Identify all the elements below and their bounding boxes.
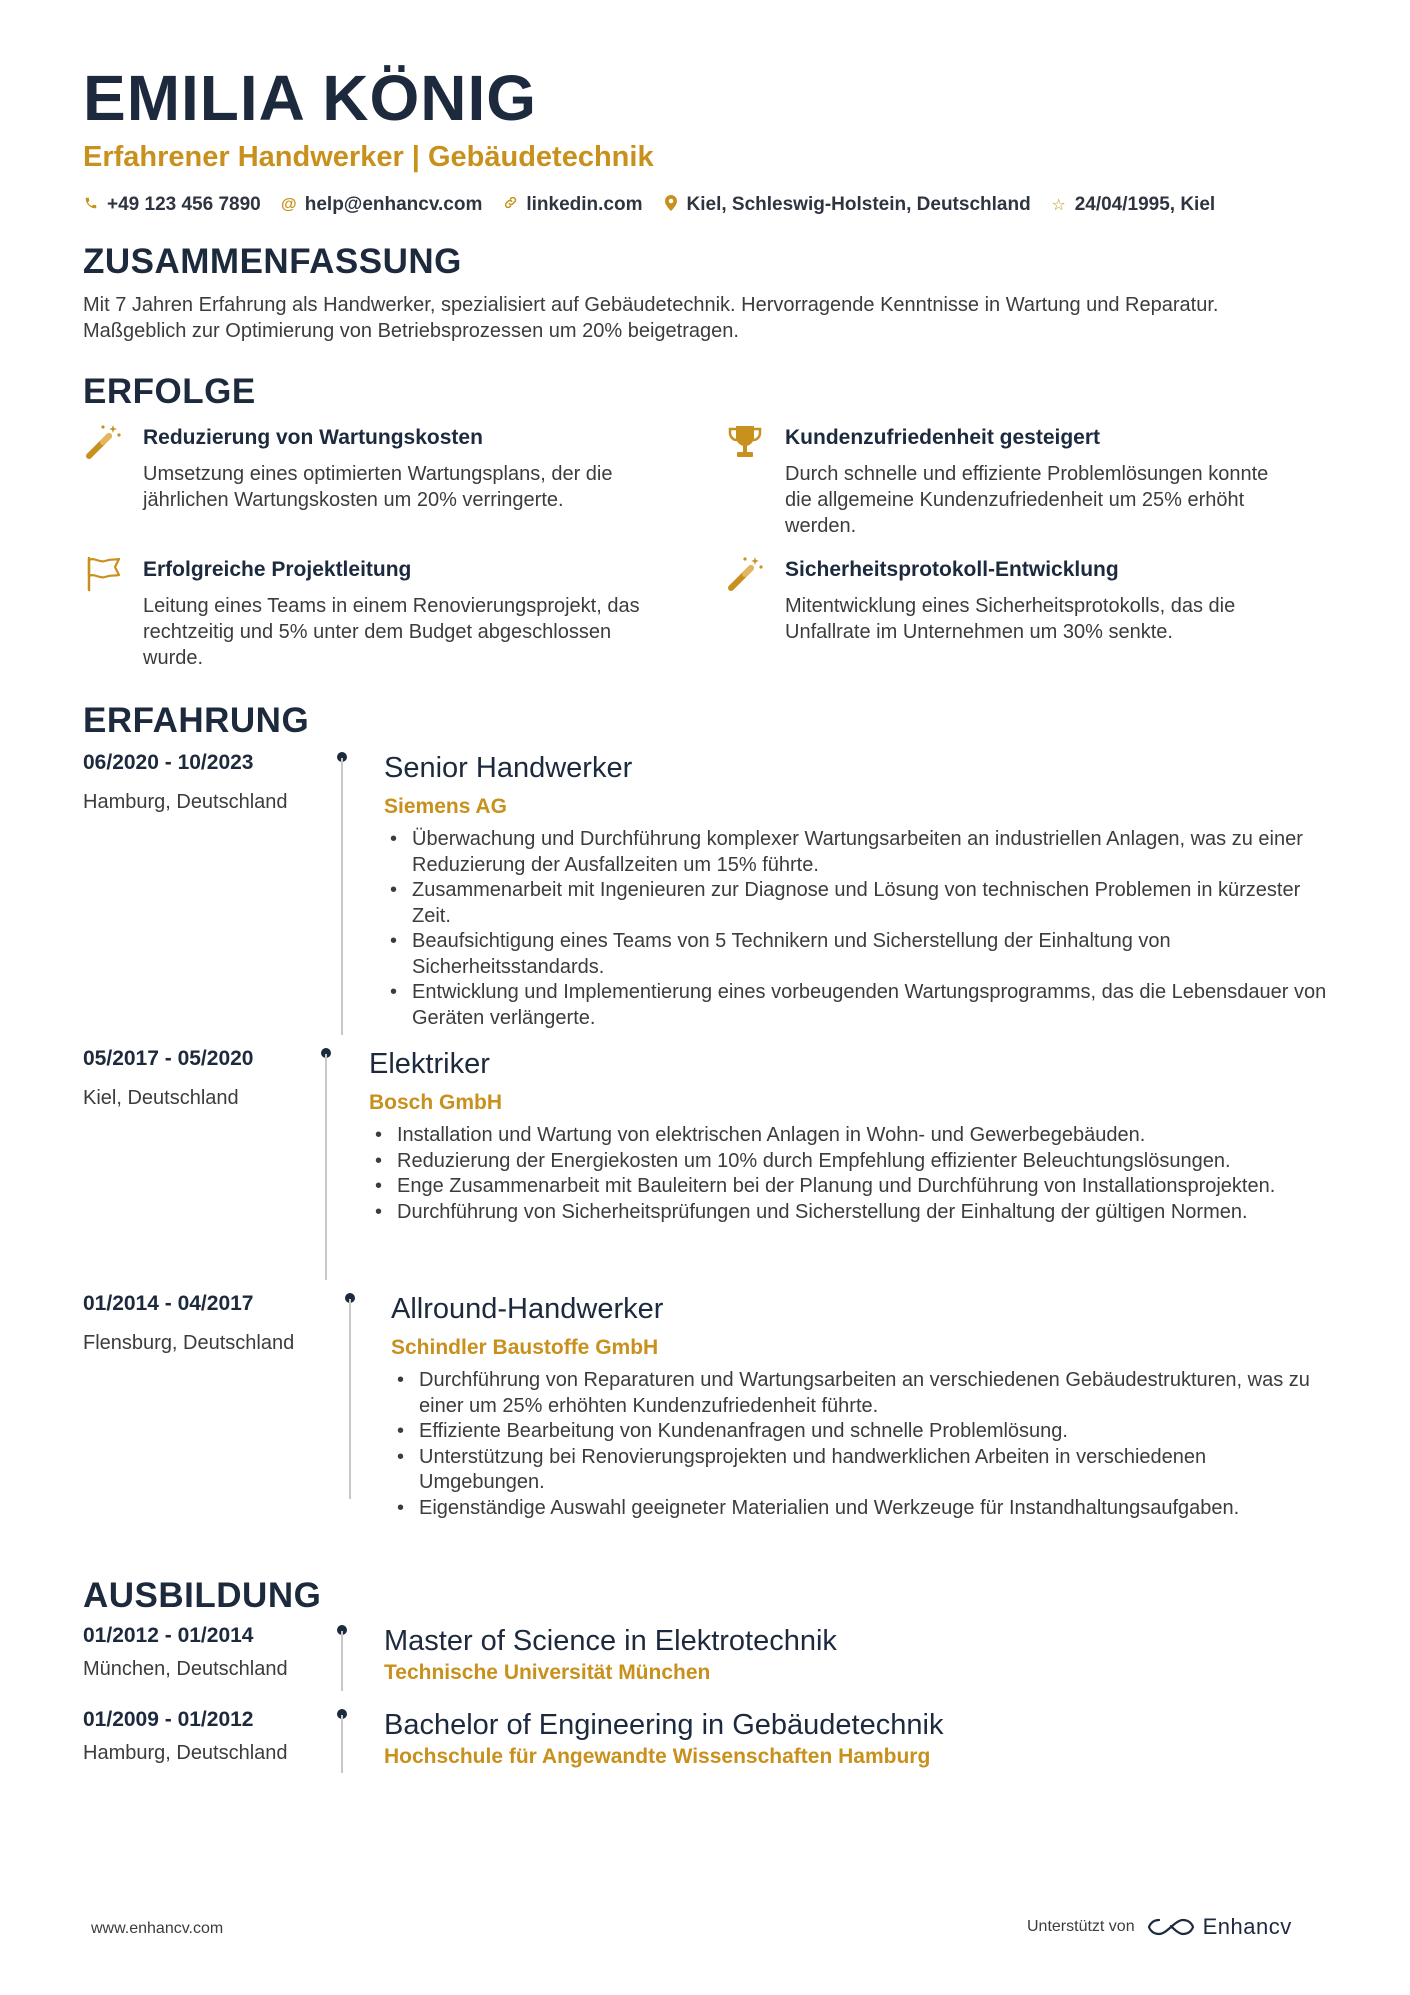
school-name: Technische Universität München (384, 1661, 711, 1684)
achievement-text: Durch schnelle und effiziente Problemlösungen konnte die allgemeine Kundenzufriedenheit um 25% erhöht werden. (785, 463, 1269, 537)
phone-icon (83, 196, 99, 215)
magic-wand-icon (725, 554, 765, 594)
achievement-text: Umsetzung eines optimierten Wartungsplans, der die jährlichen Wartungskosten um 20% verringerte. (143, 463, 613, 511)
at-icon: @ (280, 196, 297, 213)
job-bullet: • Überwachung und Durchführung komplexer Wartungsarbeiten an industriellen Anlagen, was zu einer Reduzierung der Ausfallzeiten um 15% führte. (384, 827, 1344, 878)
job-dates: 05/2017 - 05/2020 (83, 1047, 254, 1070)
candidate-role: Erfahrener Handwerker | Gebäudetechnik (83, 141, 654, 173)
contact-phone[interactable] (83, 194, 261, 216)
job-bullet: • Unterstützung bei Renovierungsprojekten und handwerklichen Arbeiten in verschiedenen Umgebungen. (391, 1445, 1331, 1496)
contact-birth (1051, 194, 1216, 216)
job-bullet: • Durchführung von Sicherheitsprüfungen und Sicherstellung der Einhaltung der gültigen Normen. (369, 1200, 1344, 1226)
job-bullet: • Effiziente Bearbeitung von Kundenanfragen und schnelle Problemlösung. (391, 1419, 1331, 1445)
job-dates: 01/2014 - 04/2017 (83, 1292, 254, 1315)
job-dates: 06/2020 - 10/2023 (83, 751, 254, 774)
job-company: Schindler Baustoffe GmbH (391, 1336, 659, 1359)
job-bullet: • Installation und Wartung von elektrischen Anlagen in Wohn- und Gewerbegebäuden. (369, 1123, 1344, 1149)
job-bullet: • Zusammenarbeit mit Ingenieuren zur Diagnose und Lösung von technischen Problemen in kürzester Zeit. (384, 878, 1344, 929)
summary-text: Mit 7 Jahren Erfahrung als Handwerker, spezialisiert auf Gebäudetechnik. Hervorragende Kenntnisse in Wartung und Reparatur. Maßgeblich zur Optimierung von Betriebsprozessen um 20% beigetragen. (83, 294, 1219, 342)
job-company: Bosch GmbH (369, 1091, 503, 1114)
contact-email-text: help@enhancv.com (304, 194, 483, 215)
achievement-title: Erfolgreiche Projektleitung (143, 558, 412, 581)
contact-bar (83, 194, 1235, 216)
job-title: Elektriker (369, 1048, 490, 1080)
timeline-line (341, 1631, 343, 1691)
flag-icon (83, 554, 123, 594)
job-bullets (384, 827, 1344, 1031)
job-bullet: • Enge Zusammenarbeit mit Bauleitern bei der Planung und Durchführung von Installationsprojekten. (369, 1174, 1344, 1200)
timeline-line (349, 1299, 351, 1499)
powered-by-label: Unterstützt von (1027, 1918, 1135, 1935)
contact-location-text: Kiel, Schleswig-Holstein, Deutschland (686, 194, 1031, 215)
link-icon (502, 195, 518, 215)
job-bullet: • Reduzierung der Energiekosten um 10% durch Empfehlung effizienter Beleuchtungslösungen. (369, 1149, 1344, 1175)
magic-wand-icon (83, 422, 123, 462)
education-dates: 01/2009 - 01/2012 (83, 1708, 254, 1731)
education-location: München, Deutschland (83, 1658, 288, 1680)
contact-linkedin-text: linkedin.com (526, 194, 643, 215)
job-bullet: • Beaufsichtigung eines Teams von 5 Technikern und Sicherstellung der Einhaltung von Sicherheitsstandards. (384, 929, 1344, 980)
achievement-text: Mitentwicklung eines Sicherheitsprotokolls, das die Unfallrate im Unternehmen um 30% senkte. (785, 595, 1236, 643)
degree-title: Master of Science in Elektrotechnik (384, 1625, 837, 1657)
achievement-title: Kundenzufriedenheit gesteigert (785, 426, 1101, 449)
achievement-title: Sicherheitsprotokoll-Entwicklung (785, 558, 1119, 581)
job-bullets (369, 1123, 1344, 1225)
job-company: Siemens AG (384, 795, 507, 818)
job-bullet: • Eigenständige Auswahl geeigneter Materialien und Werkzeuge für Instandhaltungsaufgaben. (391, 1496, 1331, 1522)
education-heading: AUSBILDUNG (83, 1576, 322, 1615)
contact-linkedin[interactable] (502, 194, 642, 216)
candidate-name: EMILIA KÖNIG (83, 62, 538, 134)
footer-website[interactable]: www.enhancv.com (91, 1920, 224, 1937)
trophy-icon (725, 422, 765, 462)
job-location: Kiel, Deutschland (83, 1087, 239, 1109)
job-bullets (391, 1368, 1331, 1521)
experience-heading: ERFAHRUNG (83, 701, 310, 740)
brand-name: Enhancv (1202, 1914, 1292, 1939)
school-name: Hochschule für Angewandte Wissenschaften Hamburg (384, 1745, 931, 1768)
timeline-line (325, 1054, 327, 1280)
summary-heading: ZUSAMMENFASSUNG (83, 242, 462, 281)
contact-location (663, 194, 1031, 216)
location-pin-icon (663, 195, 679, 216)
achievement-text: Leitung eines Teams in einem Renovierungsprojekt, das rechtzeitig und 5% unter dem Budget abgeschlossen wurde. (143, 595, 640, 669)
contact-phone-text: +49 123 456 7890 (107, 194, 261, 215)
timeline-line (341, 758, 343, 1035)
job-location: Flensburg, Deutschland (83, 1332, 295, 1354)
job-title: Allround-Handwerker (391, 1293, 664, 1325)
footer-powered-by[interactable] (1027, 1912, 1292, 1942)
job-bullet: • Entwicklung und Implementierung eines vorbeugenden Wartungsprogramms, das die Lebensdauer von Geräten verlängerte. (384, 980, 1344, 1031)
achievement-title: Reduzierung von Wartungskosten (143, 426, 483, 449)
contact-birth-text: 24/04/1995, Kiel (1074, 194, 1216, 215)
job-bullet: • Durchführung von Reparaturen und Wartungsarbeiten an verschiedenen Gebäudestrukturen, was zu einer um 25% erhöhten Kundenzufriedenheit führte. (391, 1368, 1331, 1419)
job-location: Hamburg, Deutschland (83, 791, 288, 813)
achievements-heading: ERFOLGE (83, 372, 256, 411)
education-dates: 01/2012 - 01/2014 (83, 1624, 254, 1647)
degree-title: Bachelor of Engineering in Gebäudetechnik (384, 1709, 944, 1741)
education-location: Hamburg, Deutschland (83, 1742, 288, 1764)
enhancv-logo-icon (1145, 1912, 1197, 1942)
timeline-line (341, 1715, 343, 1773)
contact-email[interactable] (281, 194, 483, 216)
job-title: Senior Handwerker (384, 752, 633, 784)
star-icon: ☆ (1051, 197, 1066, 214)
